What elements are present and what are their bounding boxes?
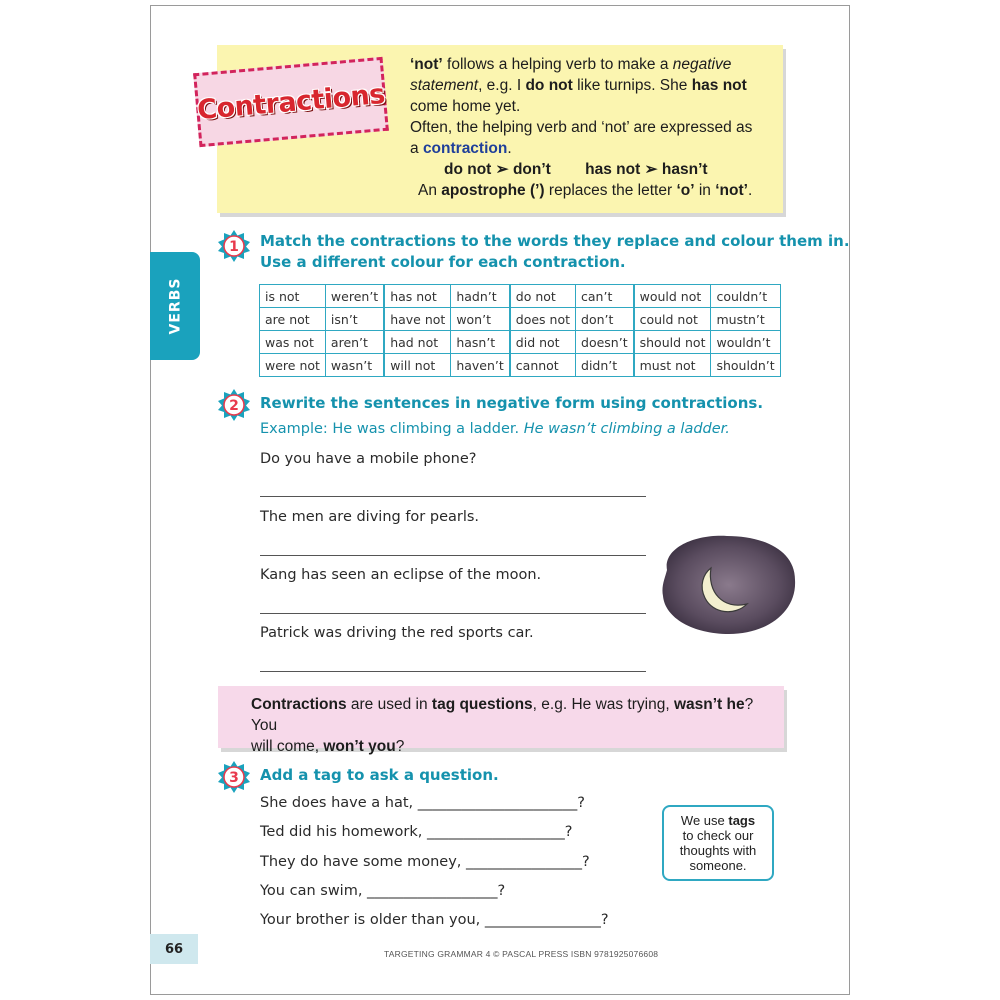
section-tab-label: VERBS xyxy=(167,277,183,335)
example-full: do not xyxy=(444,161,492,178)
star-badge-icon xyxy=(217,388,251,422)
intro-text-part: apostrophe (’) xyxy=(441,182,545,199)
table-cell[interactable]: has not xyxy=(384,285,451,308)
table-cell[interactable]: does not xyxy=(510,308,576,331)
intro-text-part: negative xyxy=(672,56,732,73)
table-cell[interactable]: couldn’t xyxy=(711,285,780,308)
tagbox-text-part: ? xyxy=(395,738,405,755)
table-cell[interactable]: are not xyxy=(260,308,326,331)
table-row xyxy=(260,331,781,354)
table-cell[interactable]: must not xyxy=(634,354,711,377)
table-cell[interactable]: did not xyxy=(510,331,576,354)
tagbox-text-part: , e.g. He was trying, xyxy=(532,696,674,713)
table-cell[interactable]: should not xyxy=(634,331,711,354)
intro-keyword: ‘not’ xyxy=(410,56,443,73)
intro-text-part: ‘o’ xyxy=(676,182,695,199)
table-cell[interactable]: mustn’t xyxy=(711,308,780,331)
intro-text-part: statement xyxy=(410,77,479,94)
tip-keyword: tags xyxy=(728,813,756,828)
tip-text: someone. xyxy=(689,858,747,873)
example-prefix: Example: He was climbing a ladder. xyxy=(260,421,524,437)
tagbox-text-part: Contractions xyxy=(251,696,347,713)
question-number-badge xyxy=(217,388,251,422)
tagbox-text-part: won’t you xyxy=(323,738,396,755)
question-1-line: Match the contractions to the words they replace and colour them in. xyxy=(260,232,850,250)
answer-line[interactable] xyxy=(260,555,646,556)
example-contraction: don’t xyxy=(512,161,551,178)
intro-text-part: do not xyxy=(525,77,573,94)
intro-text-part: come home yet. xyxy=(410,98,521,115)
table-cell[interactable]: hasn’t xyxy=(451,331,510,354)
intro-text-part: . xyxy=(507,140,512,157)
table-cell[interactable]: is not xyxy=(260,285,326,308)
tip-box xyxy=(662,805,774,881)
star-badge-icon xyxy=(217,760,251,794)
question-3-heading: Add a tag to ask a question. xyxy=(260,766,499,784)
tip-text: to check our xyxy=(682,828,754,843)
example-contraction: hasn’t xyxy=(661,161,708,178)
question-number: 2 xyxy=(229,398,239,414)
intro-text-part: follows a helping verb to make a xyxy=(442,56,673,73)
question-number: 3 xyxy=(229,770,239,786)
table-cell[interactable]: wouldn’t xyxy=(711,331,780,354)
arrow-icon: ➢ xyxy=(644,161,658,178)
question-number: 1 xyxy=(229,239,239,255)
intro-text-part: . xyxy=(747,182,753,199)
intro-text xyxy=(410,54,780,201)
intro-text-part: like turnips. She xyxy=(572,77,692,94)
table-cell[interactable]: cannot xyxy=(510,354,576,377)
page-number-tab xyxy=(150,934,198,964)
section-tab xyxy=(150,252,200,360)
sentence-prompt: Patrick was driving the red sports car. xyxy=(260,625,534,641)
table-cell[interactable]: was not xyxy=(260,331,326,354)
question-2-heading: Rewrite the sentences in negative form using contractions. xyxy=(260,394,764,412)
star-badge-icon xyxy=(217,229,251,263)
table-cell[interactable]: wasn’t xyxy=(325,354,384,377)
contraction-examples xyxy=(410,159,780,180)
tag-question-item[interactable]: You can swim, __________________? xyxy=(260,883,506,899)
table-row xyxy=(260,354,781,377)
question-1-heading xyxy=(260,231,850,273)
question-1-line: Use a different colour for each contraction. xyxy=(260,253,626,271)
table-cell[interactable]: would not xyxy=(634,285,711,308)
table-cell[interactable]: aren’t xyxy=(325,331,384,354)
intro-text-part: ‘not’ xyxy=(715,182,748,199)
table-cell[interactable]: haven’t xyxy=(451,354,510,377)
tip-text: We use xyxy=(680,813,729,828)
table-cell[interactable]: weren’t xyxy=(325,285,384,308)
tag-question-item[interactable]: Ted did his homework, ___________________? xyxy=(260,824,573,840)
intro-text-part: a xyxy=(410,140,423,157)
tag-question-item[interactable]: She does have a hat, ______________________? xyxy=(260,795,585,811)
table-cell[interactable]: shouldn’t xyxy=(711,354,780,377)
page-title: Contractions xyxy=(195,78,387,126)
intro-text-part: in xyxy=(694,182,716,199)
footer-credit: TARGETING GRAMMAR 4 © PASCAL PRESS ISBN 9781925076608 xyxy=(384,949,659,959)
table-cell[interactable]: isn’t xyxy=(325,308,384,331)
sentence-prompt: The men are diving for pearls. xyxy=(260,509,480,525)
example-answer: He wasn’t climbing a ladder. xyxy=(523,421,730,437)
table-cell[interactable]: could not xyxy=(634,308,711,331)
answer-line[interactable] xyxy=(260,671,646,672)
tag-question-item[interactable]: Your brother is older than you, ________________? xyxy=(260,912,609,928)
arrow-icon: ➢ xyxy=(495,161,509,178)
example-full: has not xyxy=(585,161,641,178)
table-cell[interactable]: have not xyxy=(384,308,451,331)
question-number-badge xyxy=(217,760,251,794)
table-cell[interactable]: won’t xyxy=(451,308,510,331)
intro-text-part: replaces the letter xyxy=(544,182,677,199)
table-cell[interactable]: don’t xyxy=(576,308,634,331)
table-cell[interactable]: doesn’t xyxy=(576,331,634,354)
table-cell[interactable]: can’t xyxy=(576,285,634,308)
intro-text-part: Often, the helping verb and ‘not’ are expressed as xyxy=(410,119,753,136)
table-cell[interactable]: do not xyxy=(510,285,576,308)
example-sentence xyxy=(260,421,730,437)
tagbox-text-part: ? You xyxy=(251,696,754,734)
intro-text-part: , e.g. I xyxy=(478,77,526,94)
tag-question-item[interactable]: They do have some money, ________________? xyxy=(260,854,590,870)
sentence-prompt: Kang has seen an eclipse of the moon. xyxy=(260,567,542,583)
table-row xyxy=(260,285,781,308)
intro-text-part: has not xyxy=(691,77,747,94)
crescent-moon-icon xyxy=(655,530,800,638)
sentence-prompt: Do you have a mobile phone? xyxy=(260,451,477,467)
answer-line[interactable] xyxy=(260,496,646,497)
tagbox-text-part: tag questions xyxy=(431,696,533,713)
table-cell[interactable]: had not xyxy=(384,331,451,354)
tag-question-info-text xyxy=(251,694,776,757)
table-cell[interactable]: hadn’t xyxy=(451,285,510,308)
page-number: 66 xyxy=(164,941,184,957)
intro-text-part: An xyxy=(418,182,442,199)
eclipse-illustration xyxy=(655,530,800,638)
tagbox-text-part: will come, xyxy=(251,738,324,755)
tip-text: thoughts with xyxy=(679,843,757,858)
tagbox-text-part: wasn’t he xyxy=(673,696,745,713)
table-row xyxy=(260,308,781,331)
answer-line[interactable] xyxy=(260,613,646,614)
tagbox-text-part: are used in xyxy=(346,696,432,713)
contraction-keyword: contraction xyxy=(422,140,508,157)
table-cell[interactable]: didn’t xyxy=(576,354,634,377)
table-cell[interactable]: will not xyxy=(384,354,451,377)
table-cell[interactable]: were not xyxy=(260,354,326,377)
question-number-badge xyxy=(217,229,251,263)
contractions-table xyxy=(259,284,781,377)
